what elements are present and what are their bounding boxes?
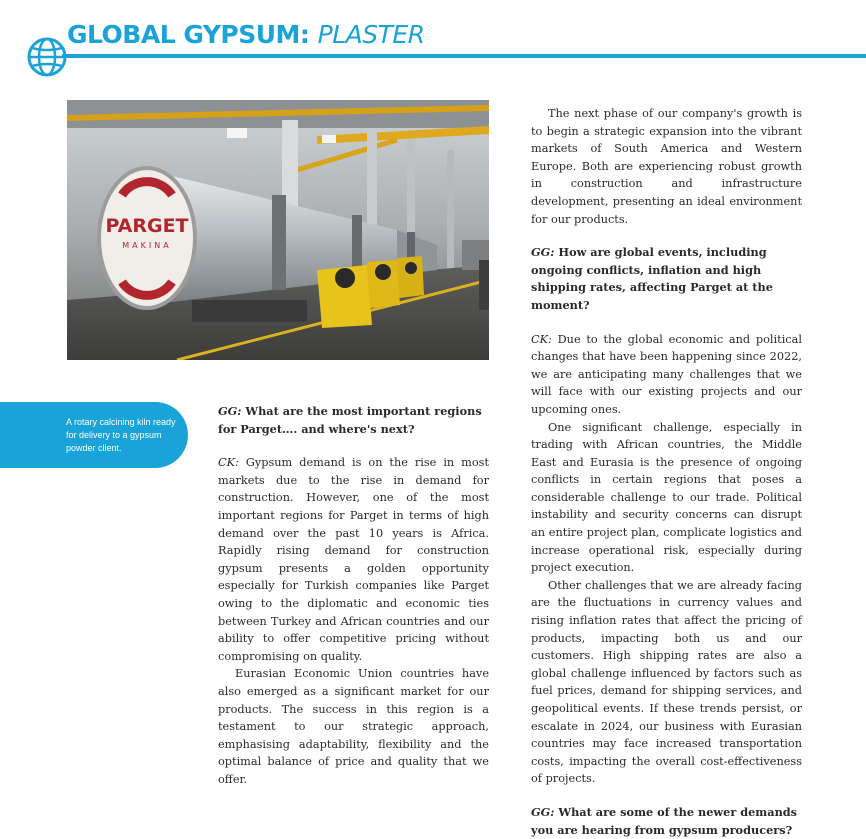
left-column [218, 403, 489, 788]
q2-text: How are global events, including ongoing conflicts, inflation and high shipping rates, affecting Parget at the moment? [531, 245, 773, 312]
kiln-photo [67, 100, 489, 360]
q3-text: What are some of the newer demands you are hearing from gypsum producers? [531, 804, 798, 837]
header-rule [62, 54, 866, 58]
right-paragraph-1: The next phase of our company's growth is to begin a strategic expansion into the vibrant markets of South America and Western Europe. Both are experiencing robust growth in construction and infrastructure development, presenting an ideal environment for our products. [531, 107, 802, 226]
answer-2 [531, 331, 802, 419]
answer-1-paragraph-2: Eurasian Economic Union countries have also emerged as a significant market for our products. The success in this region is a testament to our strategic approach, emphasising adaptability, flexibility and the optimal balance of price and quality that we offer. [218, 667, 489, 786]
a2-tag: CK: [531, 332, 552, 346]
photo-caption [0, 402, 188, 468]
a1-tag: CK: [218, 456, 239, 470]
q2-tag: GG: [531, 245, 555, 260]
kiln-brand: PARGET [105, 215, 189, 237]
question-2 [531, 244, 802, 314]
q1-text: What are the most important regions for Parget…. and where's next? [218, 404, 482, 436]
caption-text: A rotary calcining kiln ready for delivery to a gypsum powder client. [66, 417, 176, 453]
a2-text: Due to the global economic and political changes that have been happening since 2022, we are anticipating many challenges that we will face with our existing projects and our upcoming ones. [531, 332, 802, 416]
answer-2-paragraph-2: One significant challenge, especially in trading with African countries, the Middle East and Eurasia is the presence of ongoing conflicts in certain regions that poses a considerable challenge to our trade. Political instability and security concerns can disrupt an entire project plan, complicate logistics and increase operational risk, especially during project execution. [531, 420, 802, 575]
right-column [531, 105, 802, 839]
page-header [0, 0, 866, 80]
answer-1 [218, 454, 489, 665]
page-title [67, 20, 425, 49]
a1-text: Gypsum demand is on the rise in most markets due to the rise in demand for construction. However, one of the most important regions for Parget in terms of high demand over the past 10 years is Africa. Rapidly rising demand for construction gypsum presents a golden opportunity especially for Turkish companies like Parget owing to the diplomatic and economic ties between Turkey and African countries and our ability to offer competitive pricing without compromising on quality. [218, 456, 490, 663]
answer-2-paragraph-3: Other challenges that we are already facing are the fluctuations in currency values and rising inflation rates that affect the pricing of products, impacting both us and our customers. High shipping rates are also a global challenge influenced by factors such as fuel prices, demand for shipping services, and geopolitical events. If these trends persist, or escalate in 2024, our business with Eurasian countries may face increased transportation costs, impacting the overall cost-effectiveness of projects. [531, 578, 802, 786]
q3-tag: GG: [531, 804, 555, 819]
question-3 [531, 804, 802, 839]
question-1 [218, 403, 489, 438]
kiln-brand-sub: MAKINA [122, 241, 172, 250]
globe-icon [27, 37, 67, 77]
q1-tag: GG: [218, 404, 242, 418]
title-main: GLOBAL GYPSUM: [67, 20, 310, 49]
title-sub: PLASTER [317, 20, 425, 49]
